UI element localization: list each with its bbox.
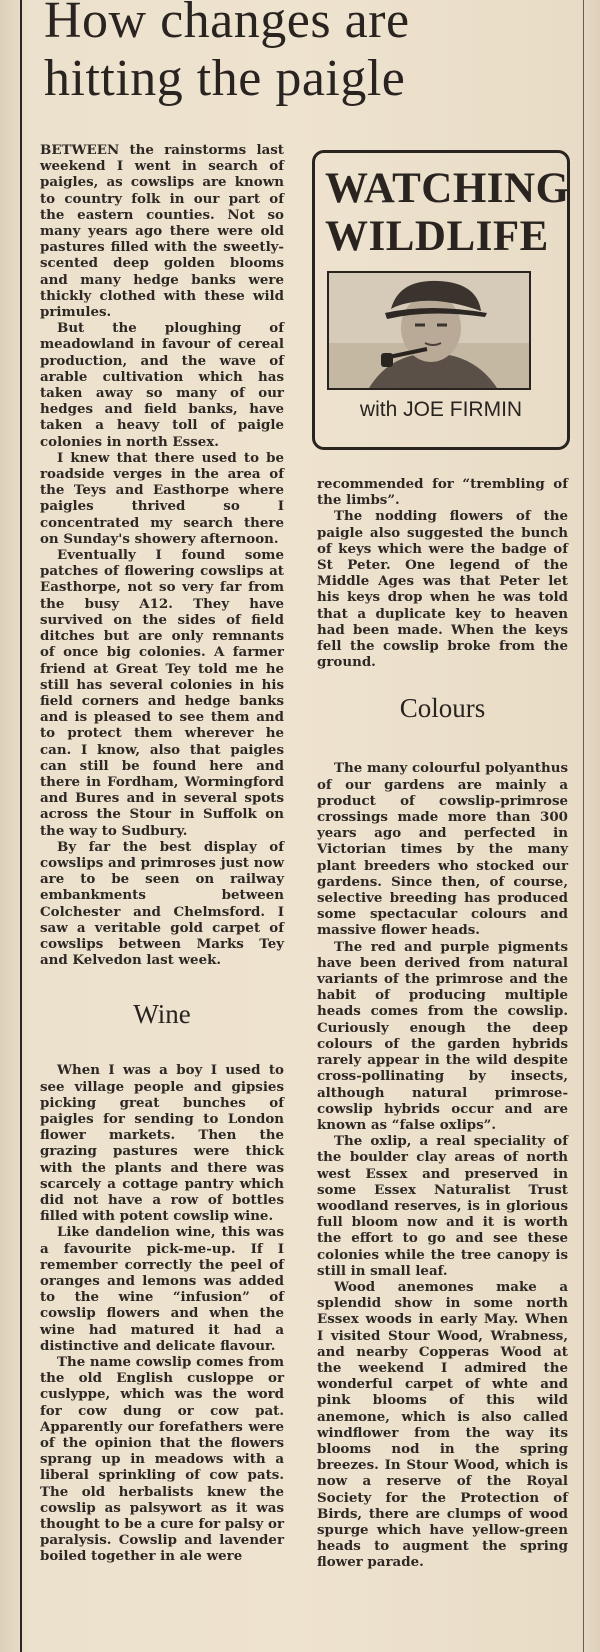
column-rule-right [583, 0, 584, 1652]
subheading-wine: Wine [133, 999, 191, 1030]
paragraph: Wood anemones make a splendid show in some north Essex woods in early May. When I visited Stour Wood, Wrabness, and nearby Copperas Wood at the weekend I admired the wonderful carpet of whte and pink blooms of this wild anemone, which is also called windflower from the way its blooms nod in the spring breezes. In Stour Wood, which is now a reserve of the Royal Society for the Protection of Birds, there are clumps of wood spurge which have yellow-green heads to augment the spring flower parade. [317, 1278, 568, 1571]
columnist-photo [327, 271, 531, 390]
headline [44, 0, 584, 108]
boxout-title [325, 165, 570, 261]
boxout-byline: with JOE FIRMIN [359, 398, 523, 421]
paragraph: When I was a boy I used to see village people and gipsies picking great bunches of paigles for sending to London flower markets. Then the grazing pastures were thick with the plants and there was scarcely a cottage pantry which did not have a row of bottles filled with potent cowslip wine. [40, 1062, 284, 1225]
paragraph: I knew that there used to be roadside verges in the area of the Teys and Easthorpe where paigles thrived so I concentrated my search there on Sunday's showery afternoon. [40, 449, 284, 547]
headline-line-2: hitting the paigle [44, 50, 406, 107]
paragraph: The many colourful polyanthus of our gardens are mainly a product of cowslip-primrose crossings made more than 300 years ago and perfected in Victorian times by the many plant breeders who stocked our gardens. Since then, of course, selective breeding has produced some spectacular colours and massive flower heads. [317, 760, 568, 939]
column-rule-left [20, 0, 22, 1652]
columnist-portrait-image [329, 273, 529, 388]
boxout-title-line-2: WILDLIFE [325, 213, 549, 260]
paragraph: By far the best display of cowslips and primroses just now are to be seen on railway embankments between Colchester and Chelmsford. I saw a veritable gold carpet of cowslips between Marks Tey and Kelvedon last week. [40, 838, 284, 969]
paragraph: The name cowslip comes from the old English cusloppe or cuslyppe, which was the word for cow dung or cow pat. Apparently our forefathers were of the opinion that the flowers sprang up in meadows with a liberal sprinkling of cow pats. The old herbalists knew the cowslip as palsywort as it was thought to be a cure for palsy or paralysis. Cowslip and lavender boiled together in ale were [40, 1354, 284, 1565]
paragraph: recommended for “trembling of the limbs”. [317, 476, 568, 509]
paragraph: BETWEEN the rainstorms last weekend I went in search of paigles, as cowslips are known to country folk in our part of the eastern counties. Not so many years ago there were old pastures filled with the sweetly-scented deep golden blooms and many hedge banks were thickly clothed with these wild primules. [40, 142, 284, 321]
watching-wildlife-boxout [312, 150, 570, 450]
paragraph: But the ploughing of meadowland in favour of cereal production, and the wave of arable cultivation which has taken away so many of our hedges and field banks, have taken a heavy toll of paigle colonies in north Essex. [40, 320, 284, 450]
paragraph: Eventually I found some patches of flowering cowslips at Easthorpe, not so very far from the busy A12. They have survived on the sides of field ditches but are only remnants of once big colonies. A farmer friend at Great Tey told me he still has several colonies in his field corners and hedge banks and is pleased to see them and to protect them wherever he can. I know, also that paigles can still be found here and there in Fordham, Wormingford and Bures and in several spots across the Stour in Suffolk on the way to Sudbury. [40, 547, 284, 839]
paragraph: Like dandelion wine, this was a favourite pick-me-up. If I remember correctly the peel of oranges and lemons was added to the wine “infusion” of cowslip flowers and when the wine had matured it had a distinctive and delicate flavour. [40, 1224, 284, 1354]
paragraph: The nodding flowers of the paigle also suggested the bunch of keys which were the badge of St Peter. One legend of the Middle Ages was that Peter let his keys drop when he was told that a duplicate key to heaven had been made. When the keys fell the cowslip broke from the ground. [317, 508, 568, 671]
headline-line-1: How changes are [44, 0, 410, 49]
paragraph: The oxlip, a real speciality of the boulder clay areas of north west Essex and preserved in some Essex Naturalist Trust woodland reserves, is in glorious full bloom now and it is worth the effort to go and see these colonies while the tree canopy is still in small leaf. [317, 1133, 568, 1279]
paragraph: The red and purple pigments have been derived from natural variants of the primrose and the habit of producing multiple heads comes from the cowslip. Curiously enough the deep colours of the garden hybrids rarely appear in the wild despite cross-pollinating by insects, although natural primrose-cowslip hybrids occur and are known as “false oxlips”. [317, 938, 568, 1133]
article-column-1 [40, 142, 284, 1565]
article-column-2 [317, 476, 568, 1571]
subheading-colours: Colours [399, 693, 486, 724]
boxout-title-line-1: WATCHING [325, 165, 570, 212]
